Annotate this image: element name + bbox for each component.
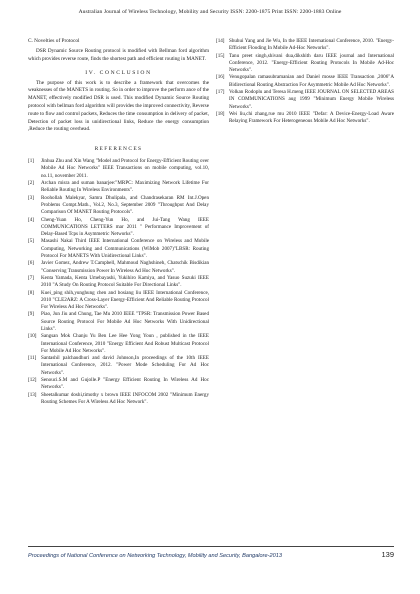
reference-number: [16]	[216, 74, 225, 81]
reference-text: Javier Gomez, Andrew T.Campbell, Mahmoud Naghshineh, Chatschik Bisdikian "Conserving Transmission Power In Wireless Ad Hoc Networks".	[41, 260, 209, 274]
footer-divider	[28, 546, 394, 547]
reference-text: Masashi Nakai Third IEEE International Conference on Wireless and Mobile Computing, Networking and Communications (WiMob 2007)"LBSR: Routing Protocol For MANETS With Unidirectional Links".	[41, 238, 209, 260]
reference-number: [2]	[28, 180, 34, 187]
reference-item	[216, 53, 394, 75]
reference-text: Santashil palchaudhuri and david Johnson,In proceedings of the 10th IEEE International Conference, 2012. "Power Mode Scheduling For Ad Hoc Networks".	[41, 355, 209, 376]
reference-number: [8]	[28, 289, 34, 296]
page-footer	[28, 550, 394, 559]
reference-number: [4]	[28, 216, 34, 223]
reference-item	[216, 111, 394, 126]
reference-item	[28, 260, 209, 275]
reference-number: [17]	[216, 89, 225, 96]
reference-item	[28, 158, 209, 180]
reference-item	[28, 195, 209, 217]
reference-number: [3]	[28, 194, 34, 201]
reference-number: [12]	[28, 377, 37, 384]
reference-item	[216, 89, 394, 111]
reference-item	[28, 275, 209, 290]
reference-text: Kuei_ping shih,yunghung chen and bosiang liu IEEE International Conference, 2010 "CLE2ARZ: A Cross-Layer Energy-Efficient And Reliable Routing Protocol For Wireless Ad Hoc Networks".	[41, 289, 209, 311]
reference-item	[28, 238, 209, 260]
reference-text: Piao, Jun Jiu and Chung, Tae Mu 2010 IEEE "TPSR: Transmission Power Based Source Routing Protocol For Mobile Ad Hoc Networks With Unidirectional Links".	[41, 311, 209, 332]
references-list-right	[216, 38, 394, 126]
references-heading: REFERENCES	[94, 146, 143, 153]
references-list-left	[28, 158, 209, 406]
reference-number: [5]	[28, 238, 34, 245]
reference-number: [13]	[28, 391, 37, 398]
reference-text: Wei liu,chi zhang,rue mu 2010 IEEE "Defar: A Device-Energy-Load Aware Relaying Framework For Heterogeneous Mobile Ad Hoc Networks".	[229, 110, 394, 125]
reference-item	[28, 392, 209, 407]
left-column	[28, 38, 209, 406]
reference-item	[28, 290, 209, 312]
reference-number: [7]	[28, 274, 34, 281]
reference-text: Cheng-Yuan Ho, Cheng-Yun Ho, and Jui-Tang Wang IEEE COMMUNICATIONS LETTERS mar 2011 " Performance Improvement of Delay-Based Tcps in Asymmetric Networks".	[41, 216, 209, 238]
subsection-heading: C. Novelties of Protocol	[28, 38, 80, 44]
reference-text: Kenta Yamada, Kenta Umebayashi, Yukihiro Kamiya, and Yasuo Suzuki IEEE 2010 "A Study On Routing Protocol Suitable For Directional Links".	[41, 274, 209, 289]
reference-text: Jinhua Zhu and Xin Wang "Model and Protocol for Energy-Efficient Routing over Mobile Ad Hoc Networks" IEEE Transactions on mobile computing, vol.10, no.11, november 2011.	[41, 158, 209, 179]
reference-text: Venugopalan ramasubramanian and Daniel mosse IEEE Transaction ,2006"A Bidirectional Routing Abstraction For Asymmetric Mobile Ad Hoc Networks".	[229, 74, 394, 88]
journal-header: Australian Journal of Wireless Technology, Mobility and Security ISSN: 2200-1875 Print ISSN: 2200-1883 Online	[78, 9, 342, 15]
reference-item	[28, 355, 209, 377]
reference-number: [10]	[28, 333, 37, 340]
reference-number: [9]	[28, 311, 34, 318]
conclusion-heading: IV. CONCLUSION	[85, 69, 152, 76]
reference-item	[216, 38, 394, 53]
subsection-paragraph: DSR Dynamic Source Routing protocol is modified with Bellman ford algorithm which provides reverse route, finds the shortest path and efficient routing in MANET.	[28, 48, 209, 62]
reference-text: Sangsan Mok Chanju Yu Ben Lee Hee Yong Youn , published in the IEEE International Conference, 2010 "Energy Efficient And Robust Multicast Protocol For Mobile Ad Hoc Networks".	[41, 333, 209, 354]
reference-item	[28, 377, 209, 392]
reference-item	[216, 74, 394, 89]
reference-text: Archan misra and suman banarjee:"MRPC: Maximizing Network Lifetime For Reliable Routing In Wireless Environments".	[41, 180, 209, 194]
conclusion-paragraph: The purpose of this work is to describe a framework that overcomes the weaknesses of the MANETS in routing. So in order to improve the perform ance of the MANET, effectively modified DSR is used. This modified Dynamic Source Routing protocol with bellman ford algorithm will provides the improved connectivity, Reverse route to flow and control packets, Reduces the time consumption in delivery of packet, Detection of packet loss in unidirectional links, Reduce the energy consumption ,Reduce the routing overhead.	[28, 79, 209, 133]
reference-item	[28, 333, 209, 355]
reference-number: [15]	[216, 52, 225, 59]
proceedings-caption: Proceedings of National Conference on Networking Technology, Mobility and Security, Bangalore-2013	[28, 553, 282, 559]
reference-item	[28, 311, 209, 333]
reference-text: Volkan Rodoplu and Teresa H.meng IEEE JOURNAL ON SELECTED AREAS IN COMMUNICATIONS aug 1999 "Minimum Energy Mobile Wireless Networks".	[229, 89, 394, 110]
reference-number: [18]	[216, 110, 225, 117]
reference-number: [14]	[216, 38, 225, 44]
right-column	[216, 38, 394, 126]
reference-number: [11]	[28, 355, 37, 362]
reference-number: [6]	[28, 260, 34, 267]
reference-text: Senouci.S.M and Gujolle.P "Energy Efficient Routing In Wireless Ad Hoc Networks".	[41, 377, 209, 391]
reference-text: Sheetalkumar doshi,timothy x brown IEEE INFOCOM 2002 "Minimum Energy Routing Schemes For A Wireless Ad Hoc Network".	[41, 391, 209, 405]
reference-text: Roohollah Malekyar, Samra Dhulipala, and Chandrasekaran RM Int.J.Open Problems Compt.Math., Vol.2, No.3, September 2009 "Throughput And Delay Comparison Of MANET Routing Protocols".	[41, 194, 209, 216]
reference-text: Tanu preet singh,shivani dua,dikshith daru IEEE journal and International Conference, 2012. "Energy-Efficient Routing Protocols In Mobile Ad-Hoc Networks".	[229, 52, 394, 74]
reference-number: [1]	[28, 158, 34, 165]
reference-item	[28, 180, 209, 195]
reference-item	[28, 217, 209, 239]
page-number: 139	[381, 550, 394, 559]
reference-text: Shuhui Yang and Jie Wu, In the IEEE International Conference, 2010. "Energy-Efficient Flooding In Mobile Ad-Hoc Networks".	[229, 38, 394, 52]
